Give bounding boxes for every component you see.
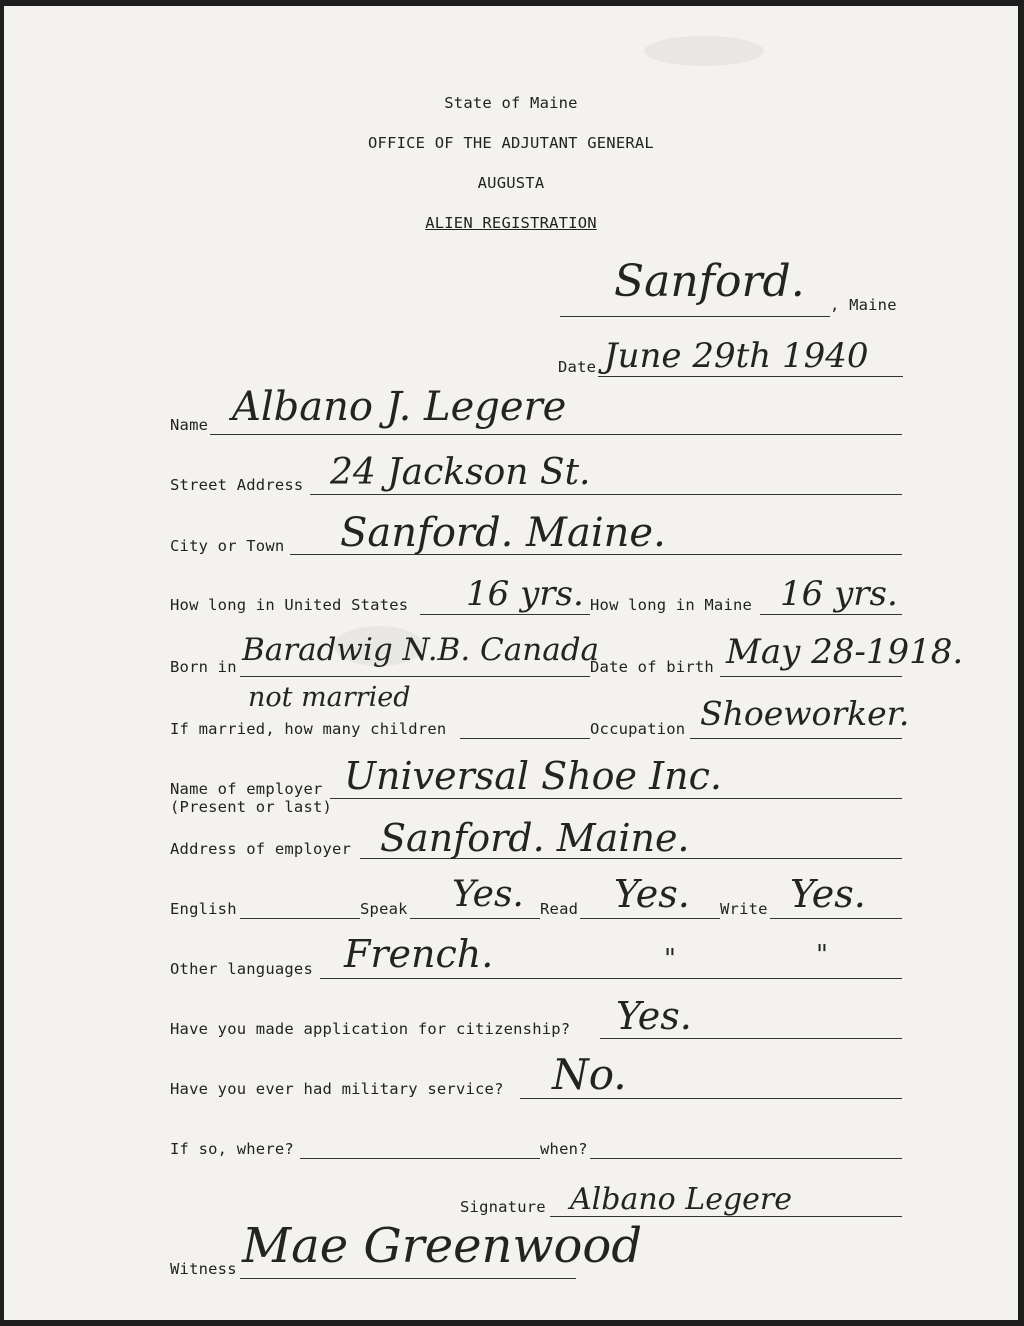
paper-stain bbox=[644, 36, 764, 66]
town-entry: Sanford. bbox=[614, 256, 805, 307]
label-witness: Witness bbox=[170, 1260, 237, 1278]
label-born-in: Born in bbox=[170, 658, 237, 676]
label-when: when? bbox=[540, 1140, 588, 1158]
employer-line bbox=[330, 798, 902, 799]
ditto-mark-write: " bbox=[816, 940, 828, 970]
date-line bbox=[598, 376, 903, 377]
read-entry: Yes. bbox=[614, 872, 690, 916]
street-line bbox=[310, 494, 902, 495]
label-employer: Name of employer bbox=[170, 780, 323, 798]
how-long-us-entry: 16 yrs. bbox=[466, 574, 584, 614]
speak-entry: Yes. bbox=[452, 874, 524, 915]
write-line bbox=[770, 918, 902, 919]
witness-entry: Mae Greenwood bbox=[242, 1218, 643, 1274]
read-line bbox=[580, 918, 720, 919]
label-if-so-where: If so, where? bbox=[170, 1140, 294, 1158]
how-long-maine-entry: 16 yrs. bbox=[780, 574, 898, 614]
citizenship-entry: Yes. bbox=[616, 994, 692, 1038]
signature-entry: Albano Legere bbox=[570, 1182, 792, 1217]
employer-address-entry: Sanford. Maine. bbox=[380, 816, 690, 860]
how-long-maine-line bbox=[760, 614, 902, 615]
header-office: OFFICE OF THE ADJUTANT GENERAL bbox=[368, 134, 654, 152]
label-date: Date bbox=[558, 358, 597, 376]
city-entry: Sanford. Maine. bbox=[340, 510, 666, 556]
label-citizenship: Have you made application for citizenship? bbox=[170, 1020, 571, 1038]
label-other-languages: Other languages bbox=[170, 960, 313, 978]
citizenship-line bbox=[600, 1038, 902, 1039]
dob-entry: May 28-1918. bbox=[726, 632, 964, 672]
label-name: Name bbox=[170, 416, 209, 434]
label-signature: Signature bbox=[460, 1198, 546, 1216]
write-entry: Yes. bbox=[790, 872, 866, 916]
ditto-mark-read: " bbox=[664, 944, 676, 974]
born-in-line bbox=[240, 676, 590, 677]
label-occupation: Occupation bbox=[590, 720, 686, 738]
header-state: State of Maine bbox=[444, 94, 578, 112]
children-line bbox=[460, 738, 590, 739]
label-write: Write bbox=[720, 900, 768, 918]
where-line bbox=[300, 1158, 540, 1159]
label-date-of-birth: Date of birth bbox=[590, 658, 714, 676]
header-title: ALIEN REGISTRATION bbox=[425, 214, 597, 232]
when-line bbox=[590, 1158, 902, 1159]
occupation-entry: Shoeworker. bbox=[700, 694, 910, 733]
label-speak: Speak bbox=[360, 900, 408, 918]
label-how-long-maine: How long in Maine bbox=[590, 596, 753, 614]
occupation-line bbox=[690, 738, 902, 739]
how-long-us-line bbox=[420, 614, 590, 615]
military-entry: No. bbox=[552, 1050, 627, 1099]
label-read: Read bbox=[540, 900, 579, 918]
label-street: Street Address bbox=[170, 476, 304, 494]
witness-line bbox=[240, 1278, 576, 1279]
registration-form bbox=[4, 6, 1018, 1320]
town-line bbox=[560, 316, 830, 317]
speak-line bbox=[410, 918, 540, 919]
label-city: City or Town bbox=[170, 537, 285, 555]
other-languages-line bbox=[320, 978, 902, 979]
label-employer-sub: (Present or last) bbox=[170, 798, 333, 816]
dob-line bbox=[720, 676, 902, 677]
label-how-long-us: How long in United States bbox=[170, 596, 409, 614]
label-english: English bbox=[170, 900, 237, 918]
label-military: Have you ever had military service? bbox=[170, 1080, 504, 1098]
english-line bbox=[240, 918, 360, 919]
married-note: not married bbox=[248, 682, 411, 713]
label-if-married: If married, how many children bbox=[170, 720, 447, 738]
street-entry: 24 Jackson St. bbox=[330, 452, 591, 493]
header-city: AUGUSTA bbox=[477, 174, 545, 192]
born-in-entry: Baradwig N.B. Canada bbox=[242, 632, 600, 668]
name-line bbox=[210, 434, 902, 435]
other-languages-entry: French. bbox=[344, 932, 494, 976]
date-entry: June 29th 1940 bbox=[604, 336, 869, 376]
name-entry: Albano J. Legere bbox=[232, 384, 567, 430]
label-employer-address: Address of employer bbox=[170, 840, 352, 858]
label-maine: , Maine bbox=[830, 296, 897, 314]
employer-entry: Universal Shoe Inc. bbox=[344, 754, 722, 798]
